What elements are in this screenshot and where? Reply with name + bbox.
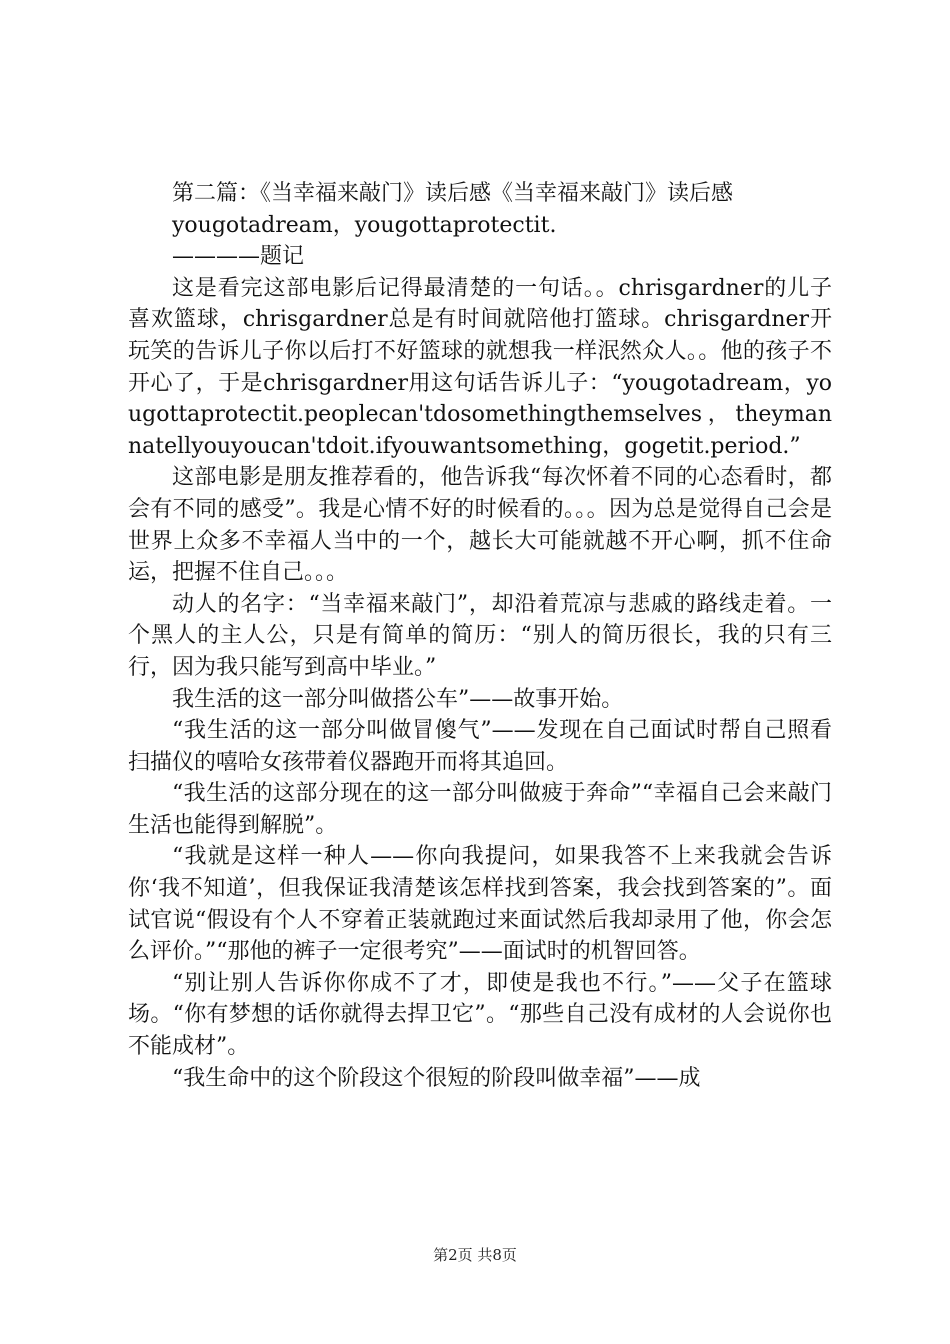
paragraph: 这部电影是朋友推荐看的，他告诉我“每次怀着不同的心态看时，都会有不同的感受”。我是心情不好的时候看的。。。因为总是觉得自己会是世界上众多不幸福人当中的一个，越长大可能就越不开心啊，抓不住命运，把握不住自己。。。 bbox=[128, 465, 832, 586]
epigraph-inscription: ————题记 bbox=[172, 244, 305, 270]
paragraph: “我生活的这一部分叫做冒傻气”——发现在自己面试时帮自己照看扫描仪的嘻哈女孩带着仪器跑开而将其追回。 bbox=[128, 718, 832, 775]
page-number-footer: 第2页 共8页 bbox=[433, 1246, 517, 1264]
paragraph: “我生活的这部分现在的这一部分叫做疲于奔命”“幸福自己会来敲门生活也能得到解脱”。 bbox=[128, 781, 832, 838]
document-title: 第二篇：《当幸福来敲门》读后感《当幸福来敲门》读后感 bbox=[172, 181, 734, 206]
paragraph: 动人的名字：“当幸福来敲门”，却沿着荒凉与悲戚的路线走着。一个黑人的主人公，只是有简单的简历：“别人的简历很长，我的只有三行，因为我只能写到高中毕业。” bbox=[128, 591, 832, 680]
paragraph: “我生命中的这个阶段这个很短的阶段叫做幸福”——成 bbox=[172, 1065, 701, 1091]
paragraph: 这是看完这部电影后记得最清楚的一句话。。chrisgardner的儿子喜欢篮球，chrisgardner总是有时间就陪他打篮球。chrisgardner开玩笑的告诉儿子你以后打不好篮球的就想我一样泯然众人。。他的孩子不开心了，于是chrisgardner用这句话告诉儿子：“yougotadream，yougottaprotectit.peoplecan'tdosomethingthemselves，theymannatellyouyoucan'tdoit.ifyouwantsomething，gogetit.period.” bbox=[128, 275, 832, 459]
paragraph: 我生活的这一部分叫做搭公车”——故事开始。 bbox=[172, 686, 624, 712]
document-body bbox=[128, 178, 832, 1094]
paragraph: “我就是这样一种人——你向我提问，如果我答不上来我就会告诉你‘我不知道’，但我保证我清楚该怎样找到答案，我会找到答案的”。面试官说“假设有个人不穿着正装就跑过来面试然后我却录用了他，你会怎么评价。”“那他的裤子一定很考究”——面试时的机智回答。 bbox=[128, 844, 832, 965]
epigraph: yougotadream，yougottaprotectit. bbox=[172, 212, 557, 238]
paragraph: “别让别人告诉你你成不了才，即使是我也不行。”——父子在篮球场。“你有梦想的话你就得去捍卫它”。“那些自己没有成材的人会说你也不能成材”。 bbox=[128, 970, 832, 1060]
